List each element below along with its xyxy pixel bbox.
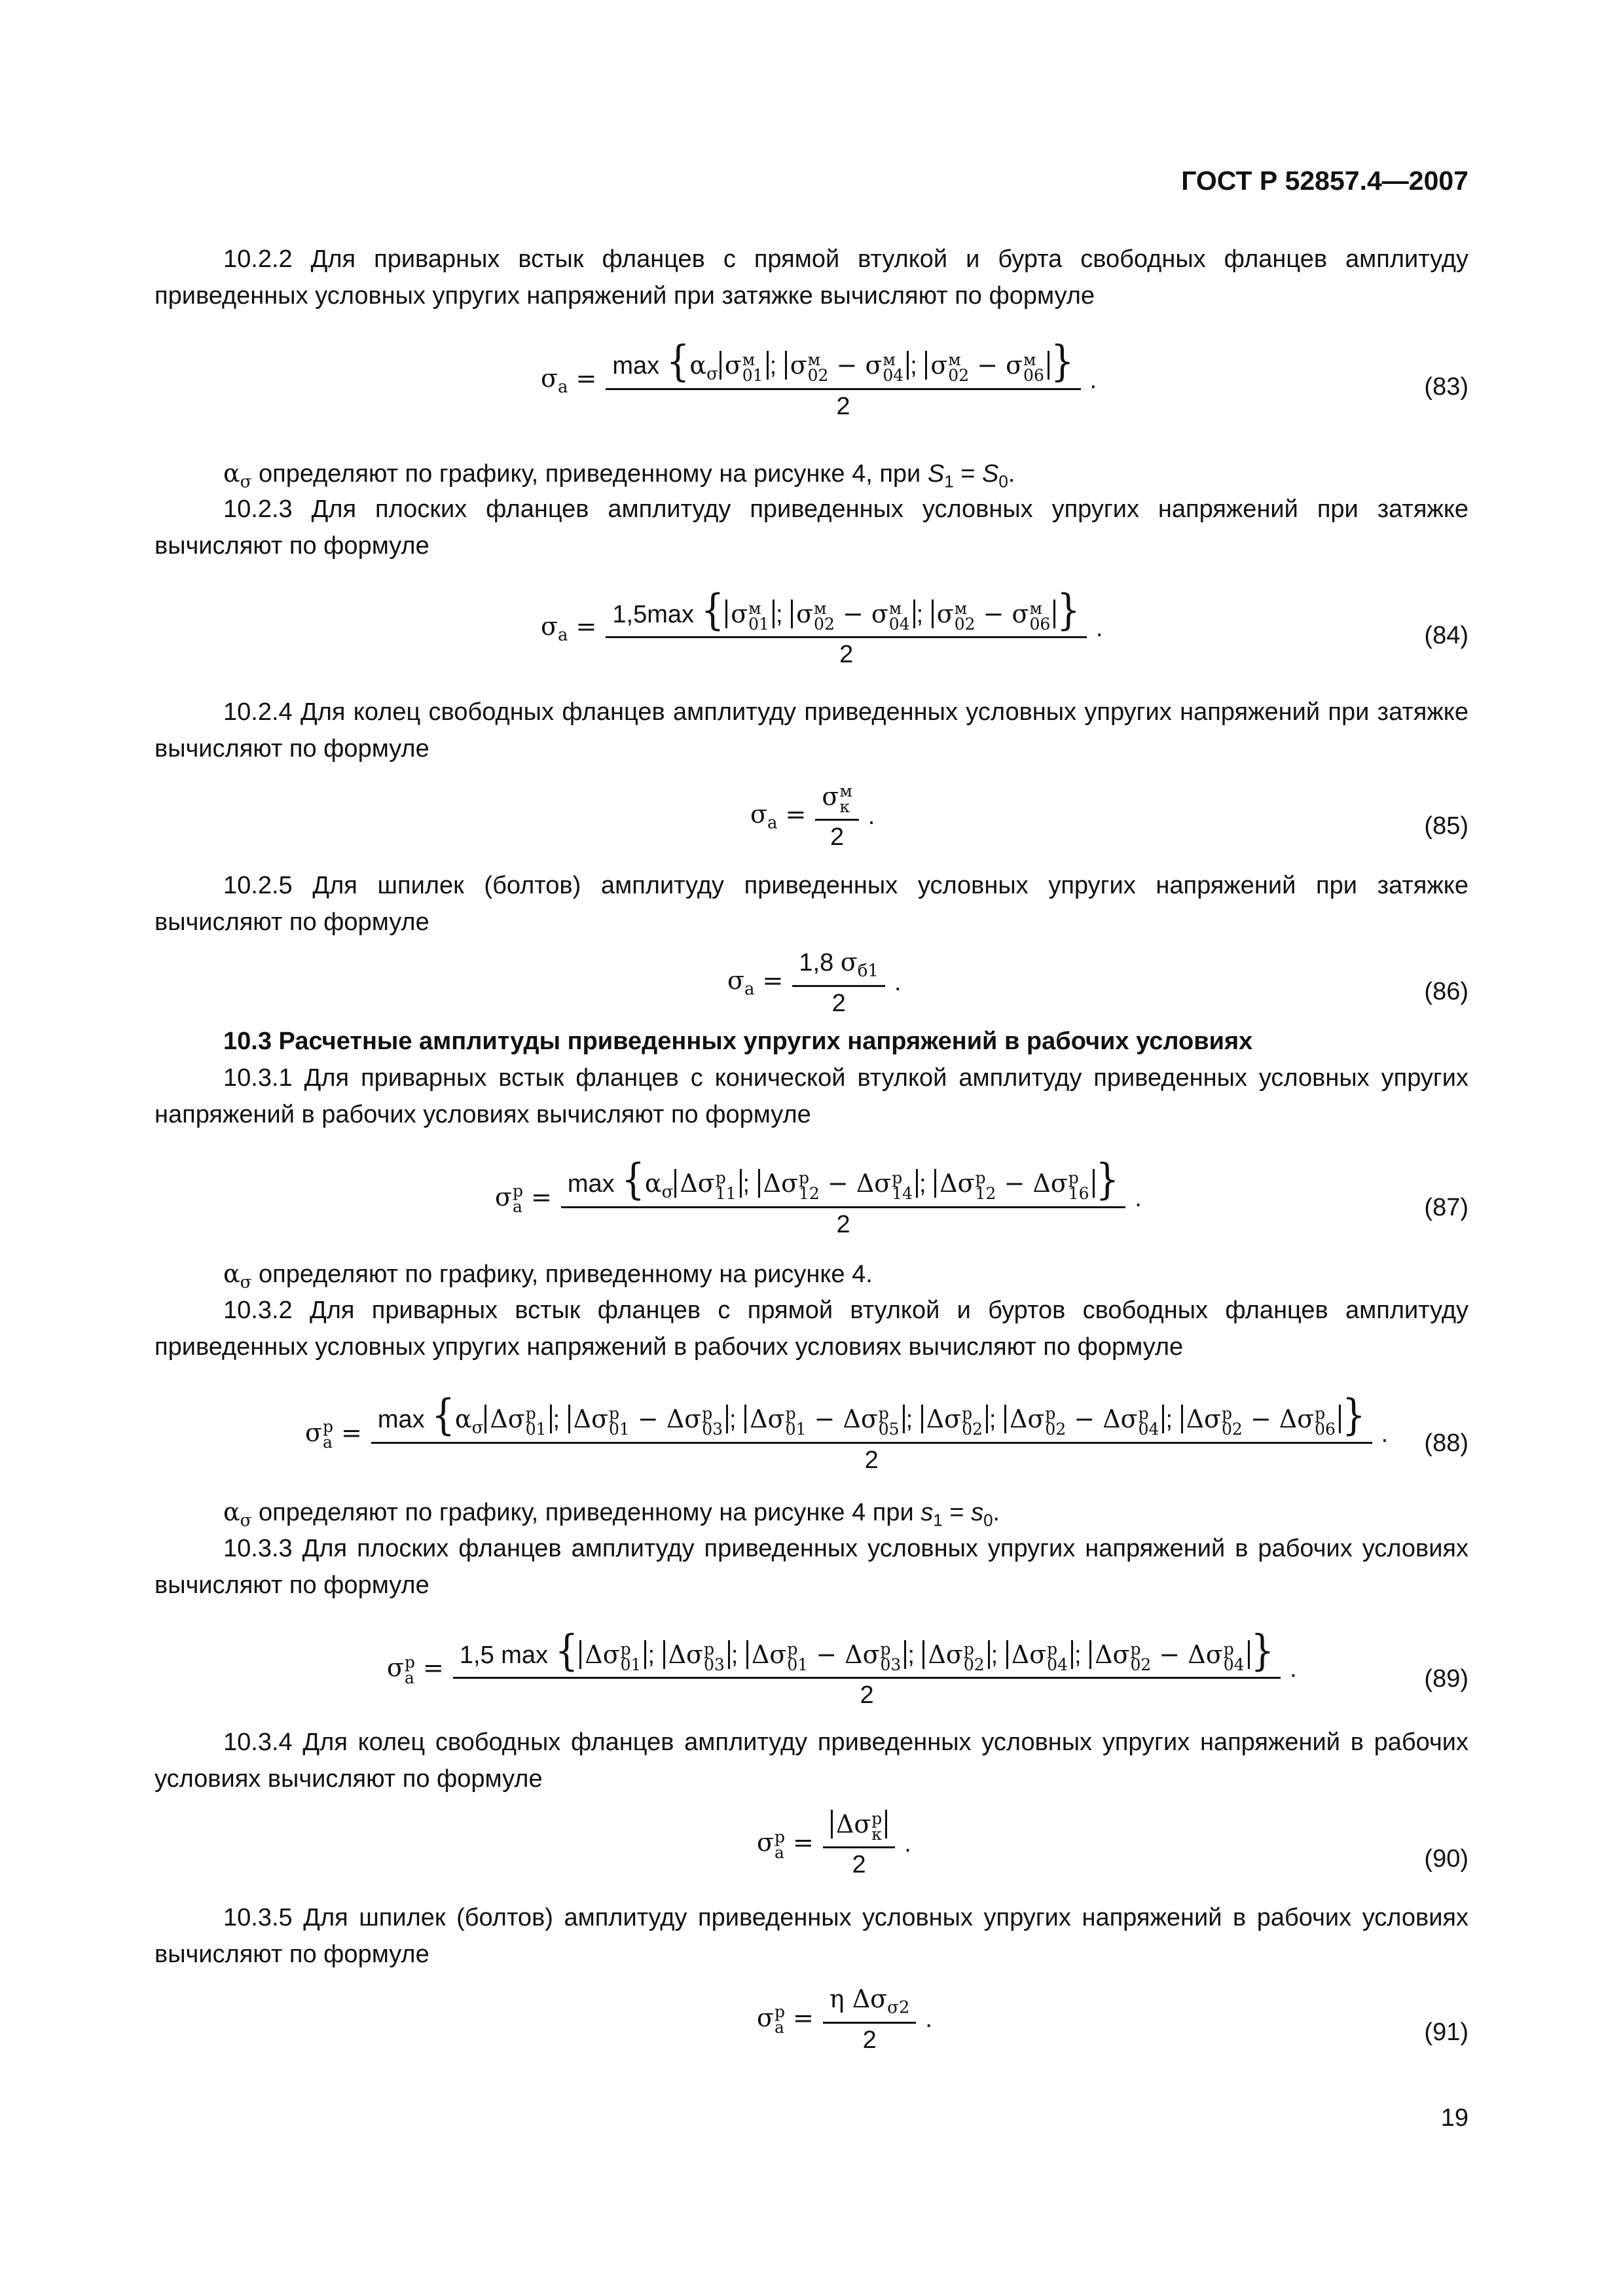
alpha-note-3: $\alpha_\sigma$ определяют по графику, приведенному на рисунке 4 при $s_1 = s_0$. bbox=[223, 1498, 1000, 1531]
paragraph-10-3-1: 10.3.1 Для приварных встык фланцев с конической втулкой амплитуду приведенных условных упругих напряжений в рабочих условиях вычисляют по формуле bbox=[155, 1064, 1468, 1128]
formula-number-91: (91) bbox=[1424, 2018, 1468, 2046]
formula-86-body: $\sigma_a$ = $\frac{1,8 \sigma_{б1}}{2}$ . bbox=[727, 948, 902, 1017]
standard-header: ГОСТ Р 52857.4—2007 bbox=[1181, 166, 1468, 196]
paragraph-10-2-3: 10.2.3 Для плоских фланцев амплитуду приведенных условных упругих напряжений при затяжке вычисляют по формуле bbox=[155, 495, 1468, 560]
formula-number-88: (88) bbox=[1424, 1429, 1468, 1457]
paragraph-10-2-5: 10.2.5 Для шпилек (болтов) амплитуду приведенных условных упругих напряжений при затяжке вычисляют по формуле bbox=[155, 872, 1468, 936]
formula-number-84: (84) bbox=[1424, 622, 1468, 649]
formula-91 bbox=[155, 1984, 1468, 2063]
formula-89 bbox=[155, 1626, 1468, 1709]
paragraph-10-2-2: 10.2.2 Для приварных встык фланцев с прямой втулкой и бурта свободных фланцев амплитуду приведенных условных упругих напряжений при затяжке вычисляют по формуле bbox=[155, 245, 1468, 310]
formula-84 bbox=[155, 586, 1468, 668]
paragraph-10-3-2: 10.3.2 Для приварных встык фланцев с прямой втулкой и буртов свободных фланцев амплитуду приведенных условных упругих напряжений в рабочих условиях вычисляют по формуле bbox=[155, 1297, 1468, 1361]
paragraph-10-3-4: 10.3.4 Для колец свободных фланцев амплитуду приведенных условных упругих напряжений в рабочих условиях вычисляют по формуле bbox=[155, 1729, 1468, 1793]
formula-84-body: $\sigma_a$ = 1,5max { σ м 01 ; σ м 02 − σ м 04 ; σ м 02 − σ м 06 } 2 . bbox=[541, 586, 1103, 668]
formula-83 bbox=[155, 337, 1468, 420]
section-heading-10-3: 10.3 Расчетные амплитуды приведенных упругих напряжений в рабочих условиях bbox=[223, 1028, 1253, 1055]
formula-87-body: σ p a = $\max \{\alpha_\sigma$ Δσ p 11 ; Δσ p 12 − Δσ p 14 ; Δσ p 12 − Δσ p 16 } 2 . bbox=[495, 1155, 1142, 1238]
formula-number-87: (87) bbox=[1424, 1194, 1468, 1221]
formula-number-90: (90) bbox=[1424, 1845, 1468, 1873]
formula-91-body: σ p a = $\frac{\eta \Delta\sigma_{\sigma 2}}{2}$ . bbox=[757, 1984, 932, 2054]
formula-86 bbox=[155, 948, 1468, 1020]
formula-89-body: σ p a = 1,5 max { Δσ p 01 ; Δσ p 03 ; Δσ p 01 − Δσ p 03 ; Δσ p 02 ; Δσ p 04 ; Δσ p 02 − Δσ p 04 } 2 . bbox=[387, 1626, 1297, 1709]
formula-90-body: σ p a = Δσ p к 2 . bbox=[757, 1808, 911, 1878]
formula-90 bbox=[155, 1810, 1468, 1888]
paragraph-10-3-5: 10.3.5 Для шпилек (болтов) амплитуду приведенных условных упругих напряжений в рабочих условиях вычисляют по формуле bbox=[155, 1904, 1468, 1968]
page-number: 19 bbox=[1440, 2104, 1468, 2132]
formula-number-83: (83) bbox=[1424, 373, 1468, 401]
paragraph-10-3-3: 10.3.3 Для плоских фланцев амплитуду приведенных условных упругих напряжений в рабочих условиях вычисляют по формуле bbox=[155, 1535, 1468, 1599]
formula-number-86: (86) bbox=[1424, 978, 1468, 1005]
paragraph-10-2-4: 10.2.4 Для колец свободных фланцев амплитуду приведенных условных упругих напряжений при затяжке вычисляют по формуле bbox=[155, 698, 1468, 762]
formula-88-body: σ p a = $\max \{\alpha_\sigma$ Δσ p 01 ; Δσ p 01 − Δσ p 03 ; Δσ p 01 − Δσ p 05 ; Δσ p 02 ; Δσ p 02 − Δσ p 04 ; Δσ p 02 − Δσ p 06 } 2 . bbox=[305, 1391, 1389, 1474]
formula-87 bbox=[155, 1155, 1468, 1238]
formula-number-85: (85) bbox=[1424, 812, 1468, 840]
formula-85-body: $\sigma_a$ = σ м к 2 . bbox=[750, 781, 875, 851]
formula-85 bbox=[155, 782, 1468, 854]
alpha-note-2: $\alpha_\sigma$ определяют по графику, приведенному на рисунке 4. bbox=[223, 1259, 873, 1293]
alpha-note-1: $\alpha_\sigma$ определяют по графику, приведенному на рисунке 4, при $S_1 = S_0$. bbox=[223, 459, 1015, 492]
formula-83-body: $\sigma_a$ = $\max \{\alpha_\sigma$ σ м 01 ; σ м 02 − σ м 04 ; σ м 02 − σ м 06 } 2 . bbox=[541, 337, 1097, 420]
formula-number-89: (89) bbox=[1424, 1665, 1468, 1693]
formula-88 bbox=[155, 1391, 1468, 1474]
